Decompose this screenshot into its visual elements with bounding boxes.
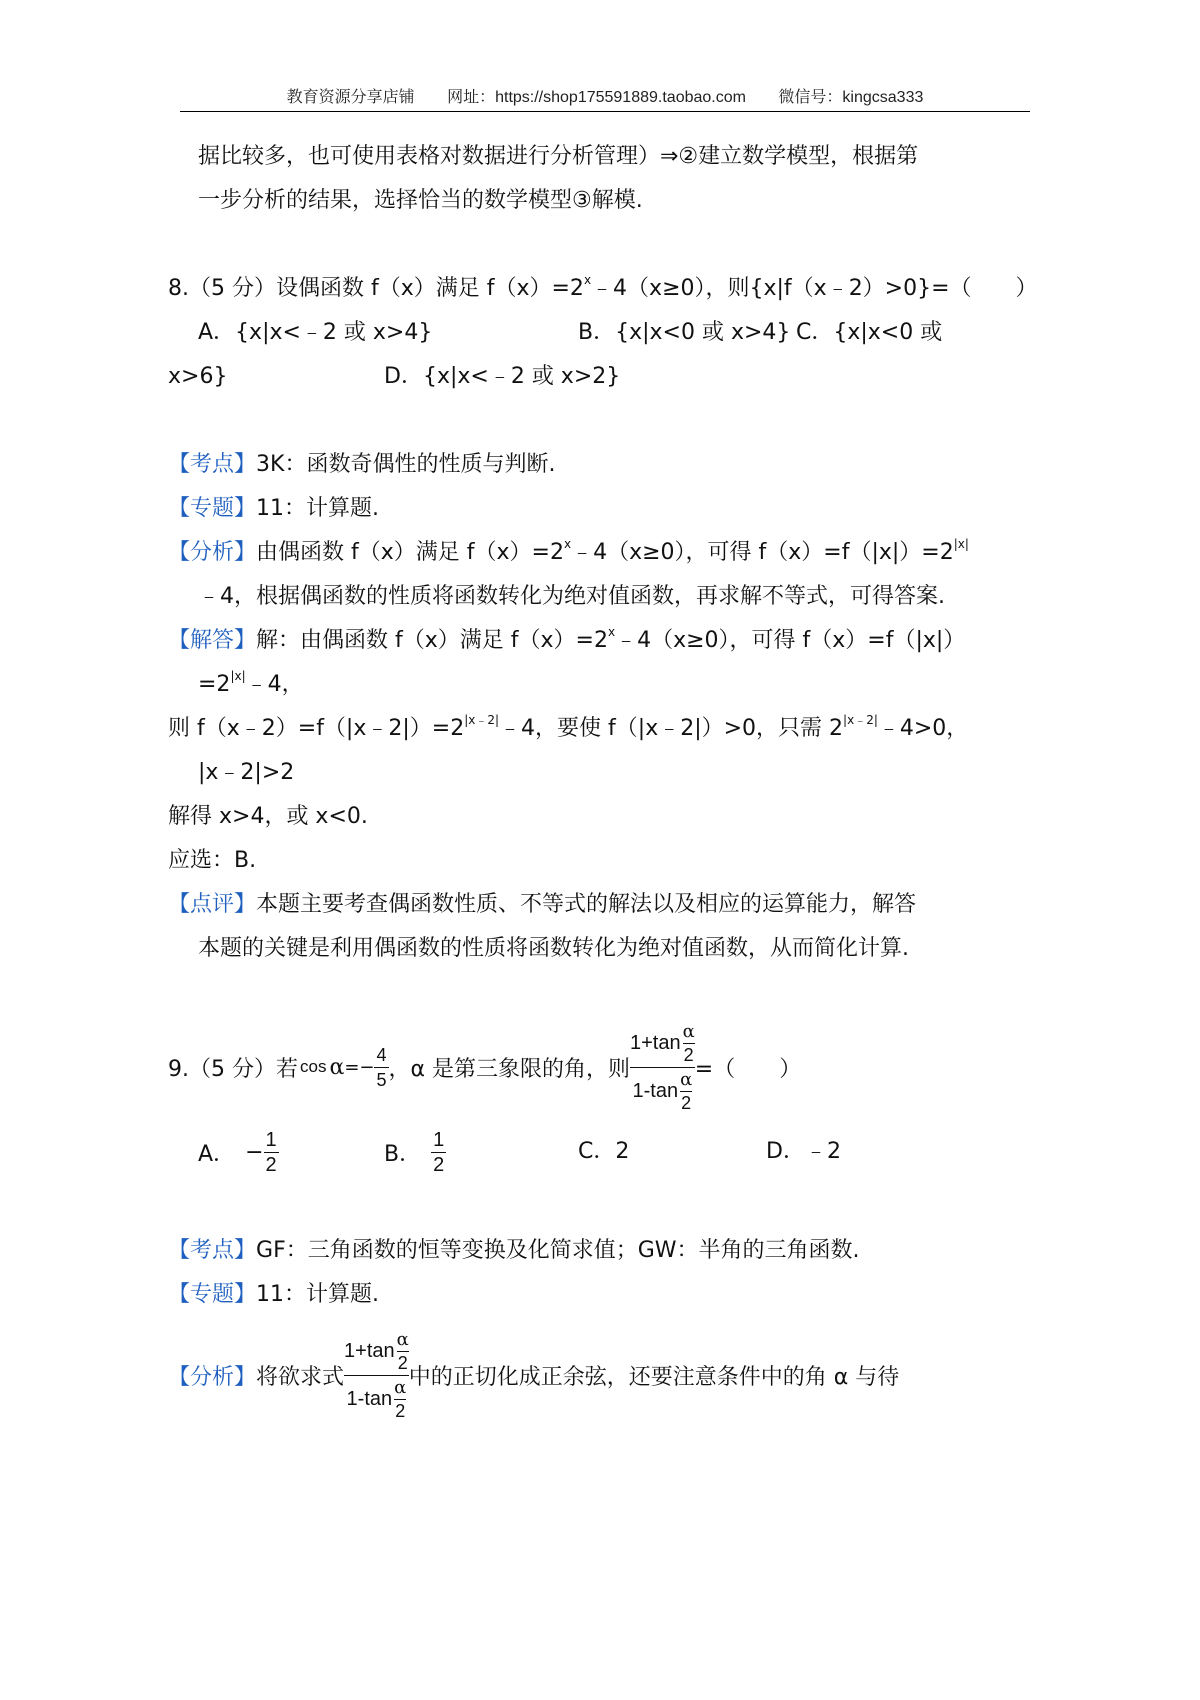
q9-fenxi: 【分析】 将欲求式 1+tan α 2 1-tan α 2 中的正切化成正余弦，还要注意条件中的角 α 与待 — [168, 1328, 900, 1421]
dianping-tag: 【点评】 — [168, 892, 257, 917]
header-divider — [180, 111, 1030, 112]
q9-option-d: D．﹣2 — [766, 1139, 841, 1164]
q8-kaodian: 【考点】3K：函数奇偶性的性质与判断. — [168, 452, 556, 477]
jieda-tag: 【解答】 — [168, 628, 257, 653]
q8-option-c-cont: x>6} — [168, 364, 228, 389]
zhuanti-tag: 【专题】 — [168, 1282, 257, 1307]
q8-option-c: C．{x|x<0 或 — [796, 320, 943, 345]
q8-fenxi-cont: ﹣4，根据偶函数的性质将函数转化为绝对值函数，再求解不等式，可得答案. — [198, 584, 945, 609]
fenxi-tag: 【分析】 — [168, 540, 257, 565]
q8-yingxuan: 应选：B. — [168, 848, 257, 873]
intro-line-1: 据比较多，也可使用表格对数据进行分析管理）⇒②建立数学模型，根据第 — [198, 144, 919, 169]
q9-zhuanti: 【专题】11：计算题. — [168, 1282, 380, 1307]
cos-symbol: cos — [299, 1057, 327, 1076]
fraction-4-5: $\frac{4}{5}$ — [376, 1044, 387, 1090]
q8-jiede: 解得 x>4，或 x<0. — [168, 804, 368, 829]
shop-name: 教育资源分享店铺 — [286, 89, 415, 106]
page-header — [180, 84, 1030, 107]
tan-half-angle-fraction: 1+tan α 2 1-tan α 2 — [344, 1328, 409, 1421]
shop-url: 网址：https://shop175591889.taobao.com — [447, 89, 746, 106]
intro-line-2: 一步分析的结果，选择恰当的数学模型③解模. — [198, 188, 643, 213]
q8-option-b: B．{x|x<0 或 x>4} — [578, 320, 791, 345]
alpha-symbol: α — [329, 1054, 345, 1080]
q9-option-a: A． − $\frac{1}{2}$ — [198, 1129, 277, 1176]
q8-stem: 8.（5 分）设偶函数 f（x）满足 $f(x)=2^x﹣4(x\ge 0)$，则{x|f（x﹣2）>0}=（ ） — [168, 272, 1038, 301]
q9-option-c: C．2 — [578, 1139, 630, 1164]
q8-ze-cont: |x﹣2|>2 — [198, 760, 295, 785]
fraction-1-2: $\frac{1}{2}$ — [433, 1129, 445, 1176]
q8-fenxi: 【分析】由偶函数 f（x）满足 $f(x)=2^x﹣4(x\ge 0)$，可得 $f(x)=f(|x|)=2^{|x|}$ — [168, 536, 969, 565]
q8-option-d: D．{x|x<﹣2 或 x>2} — [384, 364, 621, 389]
wechat-id: 微信号：kingcsa333 — [778, 89, 924, 106]
q8-jieda-cont: $=2^{|x|}﹣4$， — [198, 668, 304, 697]
q9-option-b: B． $\frac{1}{2}$ — [384, 1129, 445, 1176]
fraction-1-2: $\frac{1}{2}$ — [265, 1129, 277, 1176]
q8-ze: 则 $f(x﹣2)=f(|x﹣2|)=2^{|x﹣2|}﹣4$，要使 f（|x﹣2|）>0，只需 $2^{|x﹣2|}﹣4>0$， — [168, 712, 969, 741]
q9-stem: 9.（5 分）若 cos α =− $\frac{4}{5}$ ，α 是第三象限的角，则 1+tan α 2 1-tan α 2 =（ ） — [168, 1020, 802, 1113]
kaodian-tag: 【考点】 — [168, 1238, 257, 1263]
q9-kaodian: 【考点】GF：三角函数的恒等变换及化简求值；GW：半角的三角函数. — [168, 1238, 860, 1263]
kaodian-tag: 【考点】 — [168, 452, 257, 477]
q8-option-a: A．{x|x<﹣2 或 x>4} — [198, 320, 433, 345]
q8-dianping: 【点评】本题主要考查偶函数性质、不等式的解法以及相应的运算能力，解答 — [168, 892, 917, 917]
q8-zhuanti: 【专题】11：计算题. — [168, 496, 380, 521]
tan-half-angle-fraction: 1+tan α 2 1-tan α 2 — [630, 1020, 695, 1113]
q8-dianping-cont: 本题的关键是利用偶函数的性质将函数转化为绝对值函数，从而简化计算. — [198, 936, 909, 961]
q8-jieda: 【解答】解：由偶函数 f（x）满足 $f(x)=2^x﹣4(x\ge 0)$，可得 f（x）=f（|x|） — [168, 624, 966, 653]
fenxi-tag: 【分析】 — [168, 1364, 257, 1390]
zhuanti-tag: 【专题】 — [168, 496, 257, 521]
